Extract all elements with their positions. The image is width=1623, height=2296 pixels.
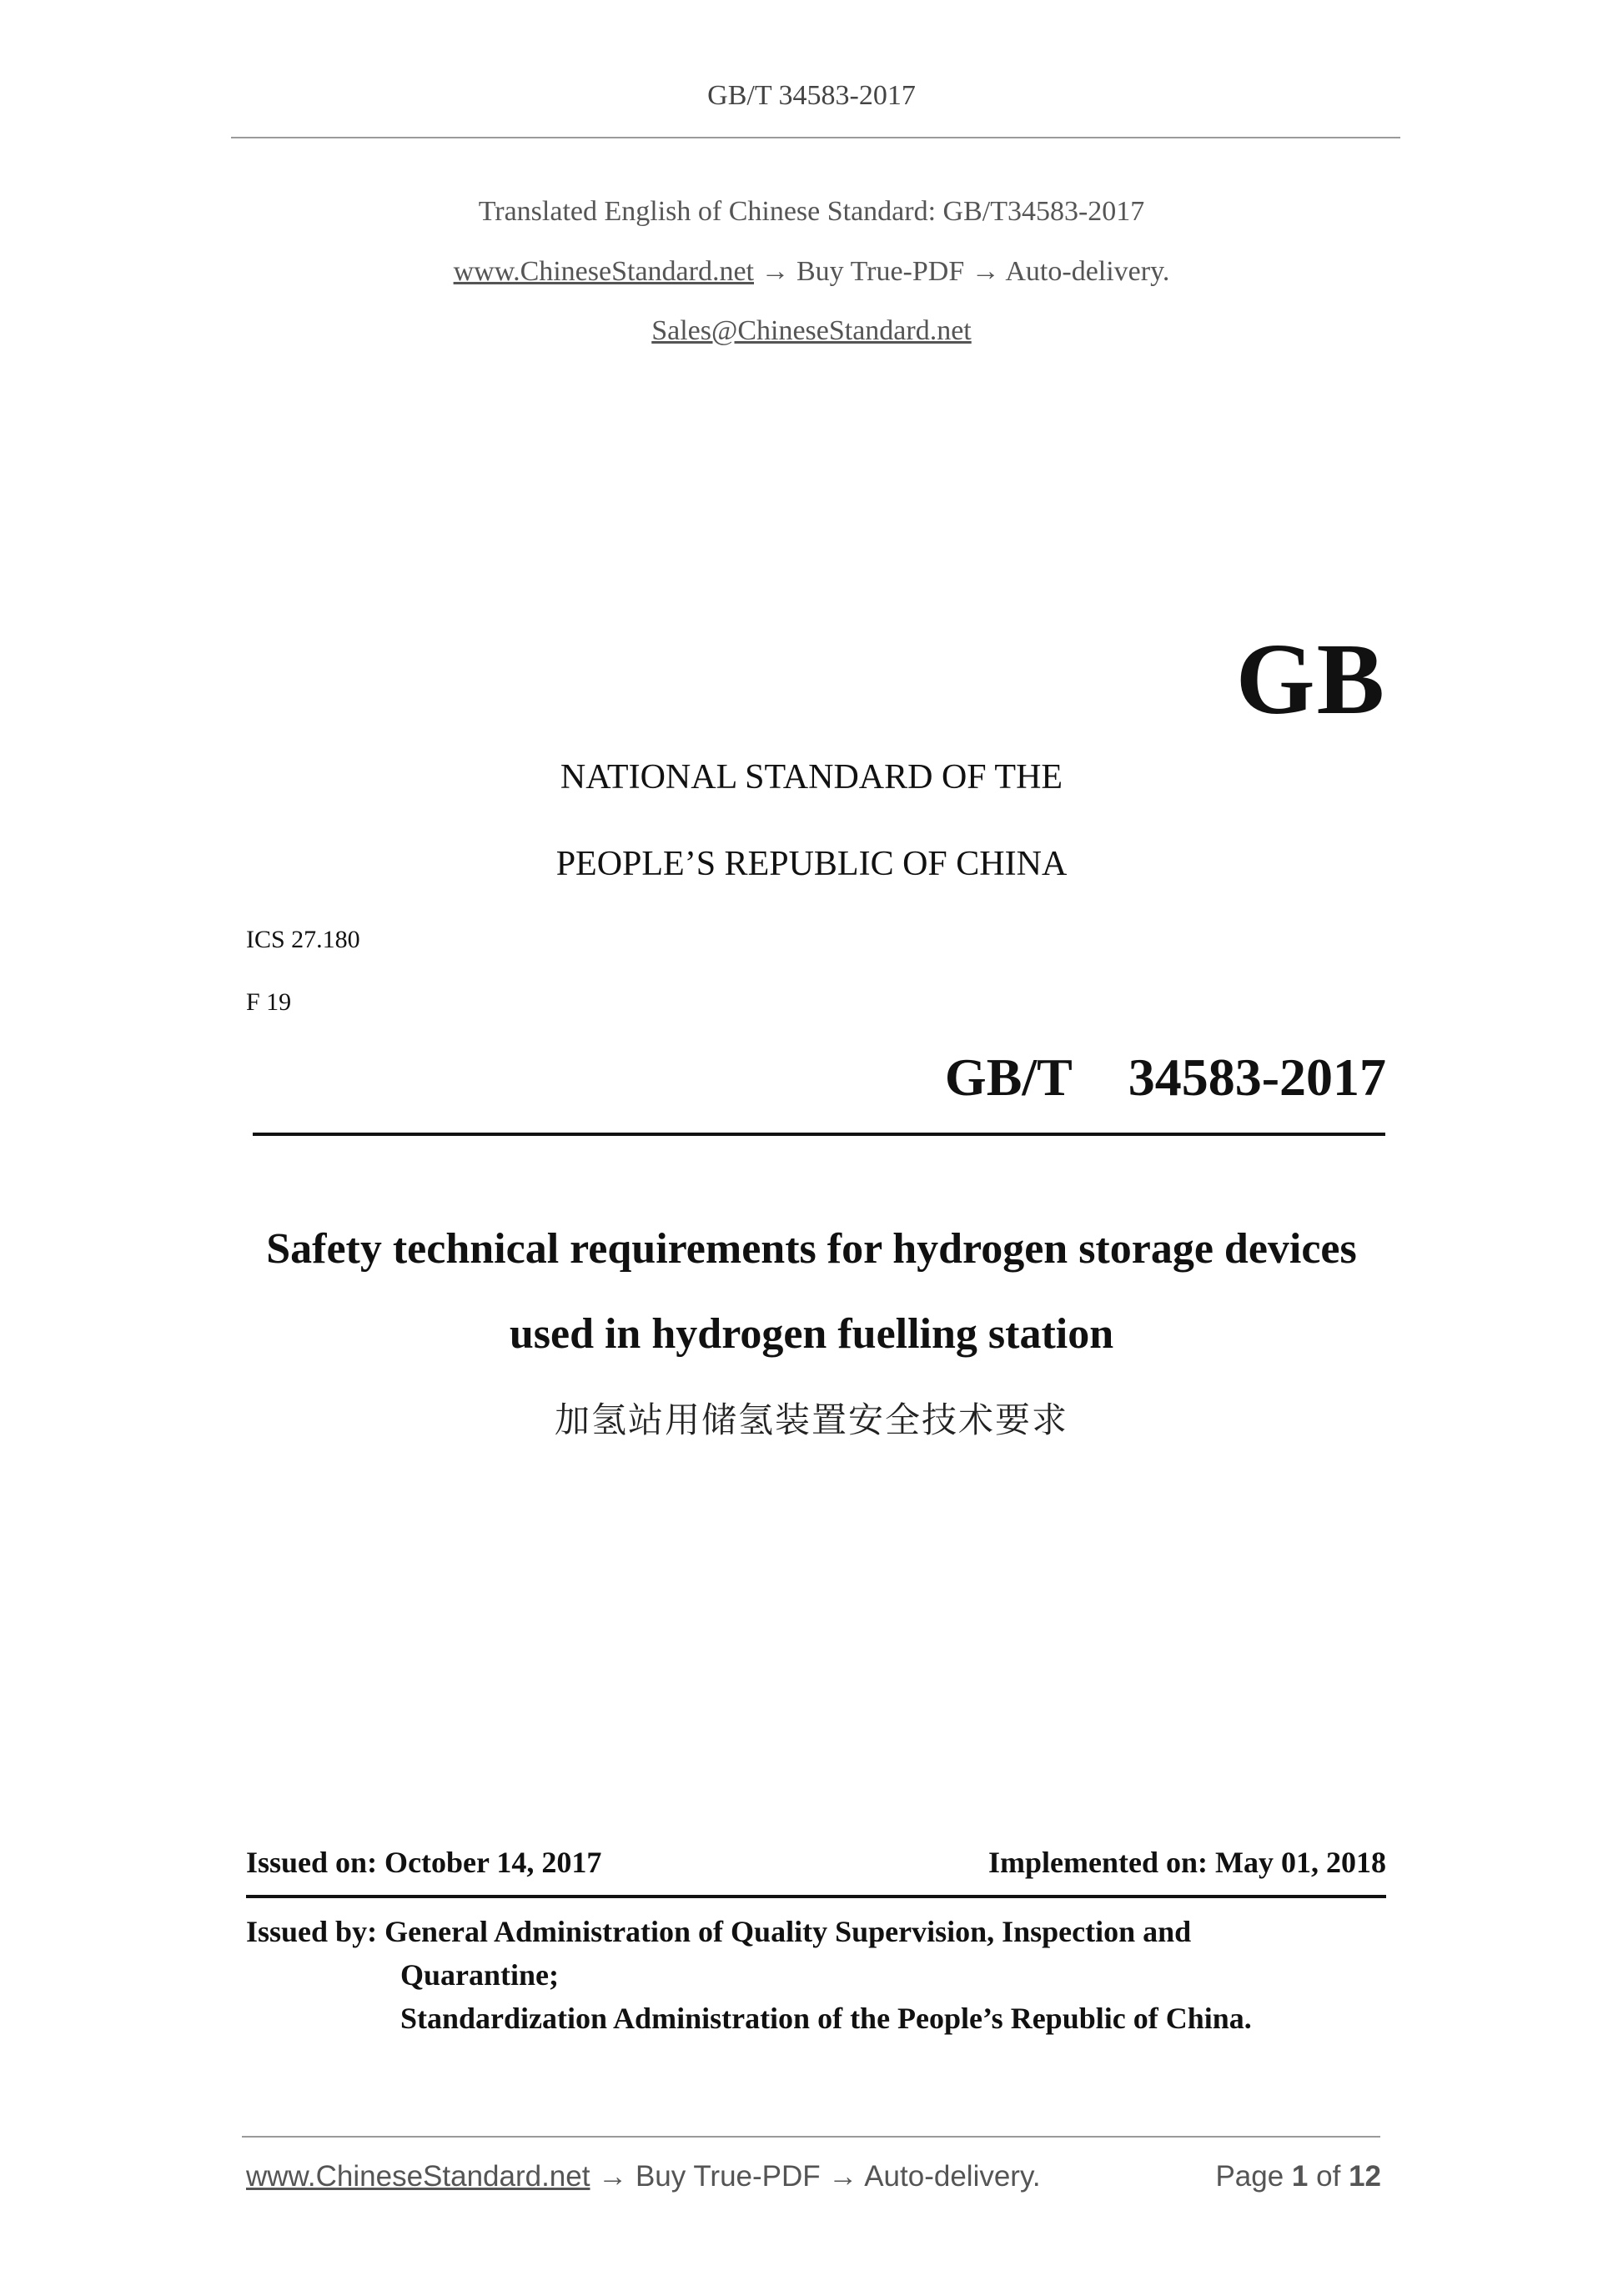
footer-buy-text: Buy True-PDF — [635, 2160, 821, 2193]
standard-number: GB/T 34583-2017 — [944, 1048, 1386, 1107]
site-link[interactable]: www.ChineseStandard.net — [453, 256, 754, 287]
issued-by-block — [246, 1910, 1252, 2040]
arrow-icon: → — [598, 2160, 628, 2193]
implemented-on-date: Implemented on: May 01, 2018 — [988, 1846, 1386, 1879]
national-standard-line2: PEOPLE’S REPUBLIC OF CHINA — [555, 845, 1068, 883]
purchase-line — [0, 256, 1623, 288]
issued-on-date: Issued on: October 14, 2017 — [246, 1846, 602, 1879]
footer-delivery-text: Auto-delivery. — [864, 2160, 1041, 2193]
translation-notice: Translated English of Chinese Standard: GB/T34583-2017 — [478, 196, 1145, 227]
arrow-icon: → — [761, 256, 790, 287]
arrow-icon: → — [828, 2160, 858, 2193]
dates-divider — [246, 1895, 1386, 1898]
delivery-text: Auto-delivery. — [1005, 256, 1170, 287]
footer-divider — [242, 2136, 1380, 2138]
title-chinese: 加氢站用储氢装置安全技术要求 — [554, 1399, 1068, 1440]
page-label: Page — [1215, 2160, 1284, 2193]
ics-code: ICS 27.180 — [246, 926, 360, 953]
arrow-icon: → — [971, 256, 1000, 287]
gb-logo: GB — [1235, 623, 1386, 736]
issuer1-line2: Quarantine; — [400, 1958, 560, 1992]
email-line — [0, 315, 1623, 347]
issuer2: Standardization Administration of the People’s Republic of China. — [400, 2002, 1252, 2035]
title-line1: Safety technical requirements for hydrogen storage devices — [266, 1225, 1357, 1273]
page-current: 1 — [1291, 2160, 1309, 2193]
page-indicator — [1215, 2160, 1381, 2193]
page-of: of — [1316, 2160, 1341, 2193]
issuer1-line1: General Administration of Quality Supervision, Inspection and — [384, 1915, 1192, 1948]
footer-purchase-line — [246, 2160, 1041, 2193]
issued-by-label: Issued by: — [246, 1915, 378, 1948]
page-total: 12 — [1349, 2160, 1381, 2193]
f-code: F 19 — [246, 988, 292, 1016]
title-line2: used in hydrogen fuelling station — [509, 1310, 1114, 1358]
national-standard-line1: NATIONAL STANDARD OF THE — [560, 758, 1063, 796]
running-header: GB/T 34583-2017 — [707, 80, 916, 111]
email-link[interactable]: Sales@ChineseStandard.net — [651, 315, 972, 346]
title-divider — [253, 1133, 1385, 1136]
footer-site-link[interactable]: www.ChineseStandard.net — [246, 2160, 590, 2193]
buy-text: Buy True-PDF — [796, 256, 965, 287]
header-divider — [231, 137, 1400, 138]
